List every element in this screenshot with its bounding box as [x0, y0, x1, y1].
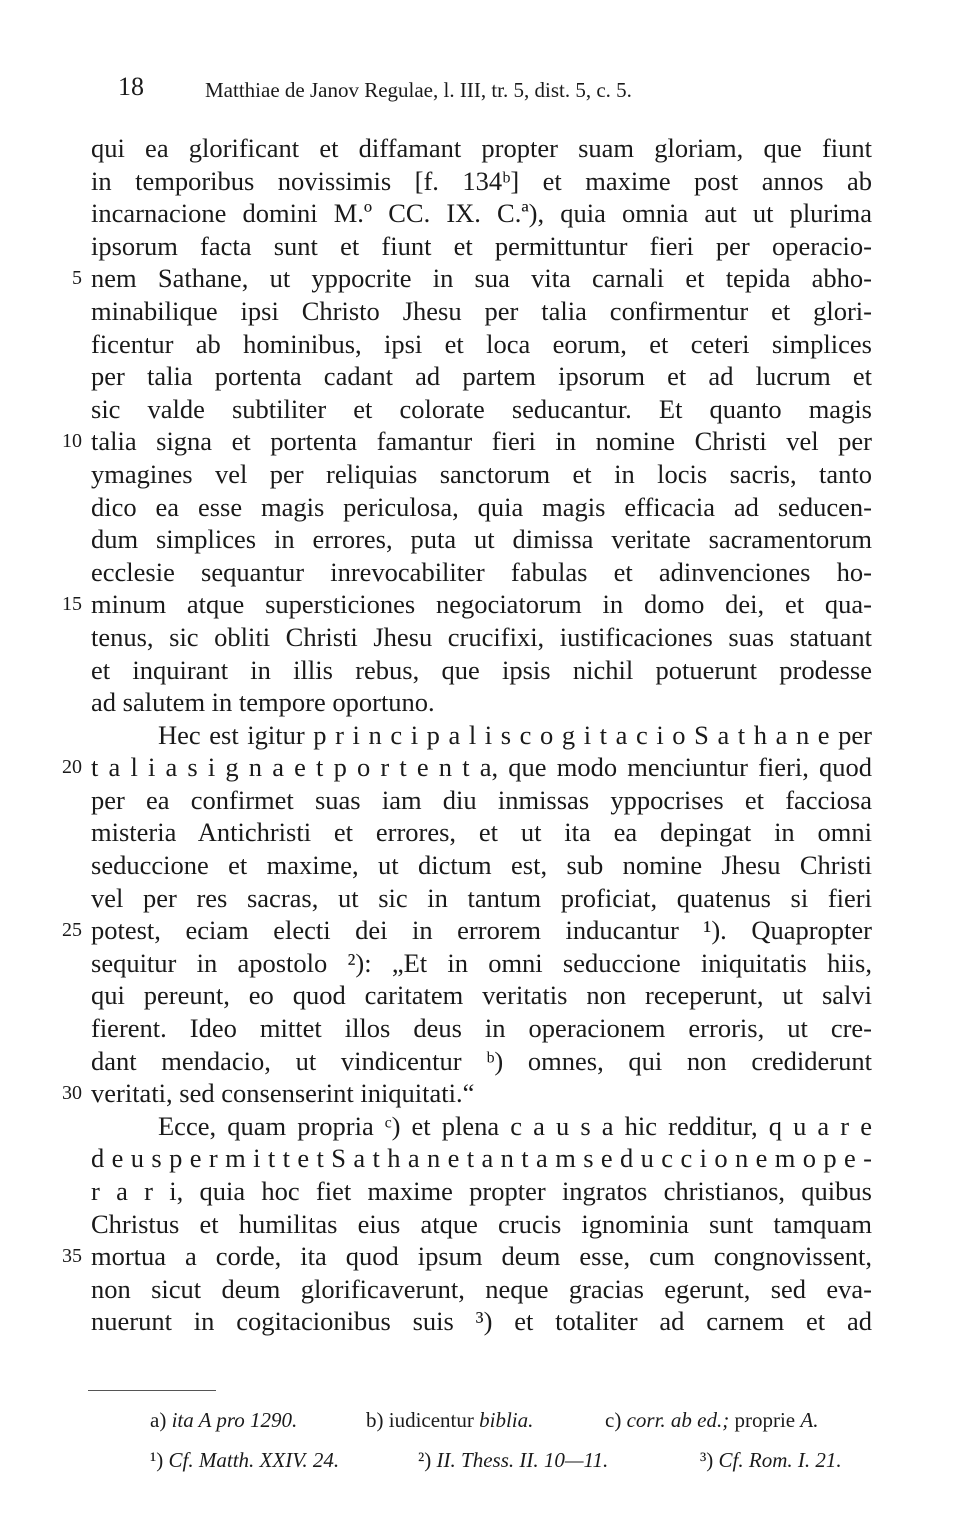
text-line: [0, 1142, 960, 1175]
text-line: [0, 230, 960, 263]
line-text: in temporibus novissimis [f. 134ᵇ] et maxime post annos ab: [91, 165, 872, 196]
line-text: incarnacione domini M.º CC. IX. C.ª), quia omnia aut ut plurima: [91, 198, 872, 229]
line-text: dant mendacio, ut vindicentur ᵇ) omnes, qui non crediderunt: [91, 1045, 872, 1076]
main-text: [0, 132, 960, 1338]
line-text: ipsorum facta sunt et fiunt et permittuntur fieri per operacio-: [91, 230, 872, 261]
text-line: [0, 1077, 960, 1110]
footnote-c: [605, 1400, 818, 1440]
line-text: sequitur in apostolo ²): „Et in omni seduccione iniquitatis hiis,: [91, 947, 872, 978]
footnote-text: Cf. Matth. XXIV. 24.: [168, 1448, 340, 1472]
line-text: r a r i, quia hoc fiet maxime propter ingratos christianos, quibus: [91, 1176, 872, 1206]
line-number: 25: [62, 919, 82, 942]
line-text: qui pereunt, eo quod caritatem veritatis non receperunt, ut salvi: [91, 980, 872, 1011]
footnote-2: [418, 1440, 608, 1480]
text-line: [0, 588, 960, 621]
text-line: [0, 849, 960, 882]
line-text: Hec est igitur p r i n c i p a l i s c o g i t a c i o S a t h a n e per: [158, 719, 872, 750]
footnotes: [0, 1400, 960, 1480]
text-line: [0, 979, 960, 1012]
line-text: potest, eciam electi dei in errorem inducantur ¹). Quapropter: [91, 915, 872, 946]
line-text: d e u s p e r m i t t e t S a t h a n e t a n t a m s e d u c c i o n e m o p e -: [91, 1143, 872, 1174]
text-line: [0, 360, 960, 393]
line-text: minum atque supersticiones negociatorum in domo dei, et qua-: [91, 589, 872, 620]
text-line: [0, 328, 960, 361]
line-text: qui ea glorificant et diffamant propter suam gloriam, que fiunt: [91, 133, 872, 163]
footnote-text: ita A pro 1290.: [171, 1408, 298, 1432]
running-title: Matthiae de Janov Regulae, l. III, tr. 5, dist. 5, c. 5.: [205, 78, 632, 102]
text-line: [0, 165, 960, 198]
line-text: dico ea esse magis periculosa, quia magis efficacia ad seducen-: [91, 491, 872, 522]
text-line: [0, 523, 960, 556]
page-number: 18: [118, 72, 144, 101]
text-line: [0, 947, 960, 980]
line-text: minabilique ipsi Christo Jhesu per talia confirmentur et glori-: [91, 295, 872, 326]
footnote-mark: b): [366, 1408, 384, 1432]
text-line: [0, 1175, 960, 1208]
text-line: [0, 425, 960, 458]
line-number: 15: [62, 593, 82, 616]
line-text: dum simplices in errores, puta ut dimissa veritate sacramentorum: [91, 524, 872, 555]
text-line: [0, 556, 960, 589]
footnote-mark: ²): [418, 1448, 432, 1472]
line-text: et inquirant in illis rebus, que ipsis nichil potuerunt prodesse: [91, 654, 872, 685]
line-text: sic valde subtiliter et colorate seducantur. Et quanto magis: [91, 393, 872, 424]
text-line: [0, 1305, 960, 1338]
line-number: 20: [62, 756, 82, 779]
footnote-text: Cf. Rom. I. 21.: [718, 1448, 842, 1472]
text-line: [0, 262, 960, 295]
line-text: veritati, sed consenserint iniquitati.“: [91, 1078, 475, 1109]
text-line: [0, 132, 960, 165]
line-text: ad salutem in tempore oportuno.: [91, 687, 435, 718]
line-text: per ea confirmet suas iam diu inmissas yppocrises et facciosa: [91, 784, 872, 815]
line-text: mortua a corde, ita quod ipsum deum esse, cum congnovissent,: [91, 1241, 872, 1272]
line-text: vel per res sacras, ut sic in tantum proficiat, quatenus si fieri: [91, 882, 872, 913]
text-line: [0, 816, 960, 849]
text-line: [0, 914, 960, 947]
footnote-text: iudicentur: [388, 1408, 474, 1432]
text-line: [0, 491, 960, 524]
footnote-text-end: A.: [800, 1408, 819, 1432]
footnote-1: [150, 1440, 339, 1480]
line-text: talia signa et portenta famantur fieri in nomine Christi vel per: [91, 426, 872, 457]
footnote-rule: [88, 1390, 216, 1391]
line-text: non sicut deum glorificaverunt, neque gracias egerunt, sed eva-: [91, 1273, 872, 1304]
line-text: nuerunt in cogitacionibus suis ³) et totaliter ad carnem et ad: [91, 1306, 872, 1337]
text-line: [0, 751, 960, 784]
line-text: seduccione et maxime, ut dictum est, sub nomine Jhesu Christi: [91, 850, 872, 881]
footnote-text: proprie: [734, 1408, 796, 1432]
line-text: tenus, sic obliti Christi Jhesu crucifixi, iustificaciones suas statuant: [91, 621, 872, 652]
line-text: t a l i a s i g n a e t p o r t e n t a, que modo menciuntur fieri, quod: [91, 752, 872, 783]
footnote-3: [700, 1440, 842, 1480]
text-line: [0, 1273, 960, 1306]
text-line: [0, 1012, 960, 1045]
text-line: [0, 1045, 960, 1078]
line-text: per talia portenta cadant ad partem ipsorum et ad lucrum et: [91, 361, 872, 392]
footnote-line-numbers: [0, 1440, 960, 1480]
line-text: misteria Antichristi et errores, et ut ita ea depingat in omni: [91, 817, 872, 848]
line-text: ecclesie sequantur inrevocabiliter fabulas et adinvenciones ho-: [91, 556, 872, 587]
footnote-line-letters: [0, 1400, 960, 1440]
text-line: [0, 882, 960, 915]
line-number: 5: [72, 267, 82, 290]
text-line: [0, 621, 960, 654]
footnote-a: [150, 1400, 297, 1440]
footnote-mark: c): [605, 1408, 622, 1432]
footnote-text-italic: corr. ab ed.;: [626, 1408, 730, 1432]
line-number: 10: [62, 430, 82, 453]
text-line: [0, 784, 960, 817]
line-text: ficentur ab hominibus, ipsi et loca eorum, et ceteri simplices: [91, 328, 872, 359]
footnote-mark: a): [150, 1408, 167, 1432]
text-line: [0, 719, 960, 752]
line-text: nem Sathane, ut yppocrite in sua vita carnali et tepida abho-: [91, 263, 872, 294]
text-line: [0, 686, 960, 719]
line-text: Ecce, quam propria ᶜ) et plena c a u s a hic redditur, q u a r e: [158, 1110, 872, 1141]
footnote-b: [366, 1400, 533, 1440]
line-text: fierent. Ideo mittet illos deus in operacionem erroris, ut cre-: [91, 1013, 872, 1044]
footnote-mark: ¹): [150, 1448, 164, 1472]
text-line: [0, 393, 960, 426]
text-line: [0, 295, 960, 328]
text-line: [0, 458, 960, 491]
text-line: [0, 1240, 960, 1273]
line-number: 30: [62, 1082, 82, 1105]
footnote-text: II. Thess. II. 10—11.: [436, 1448, 609, 1472]
text-line: [0, 1208, 960, 1241]
text-line: [0, 1110, 960, 1143]
footnote-text-italic: biblia.: [479, 1408, 534, 1432]
line-number: 35: [62, 1245, 82, 1268]
line-text: ymagines vel per reliquias sanctorum et in locis sacris, tanto: [91, 458, 872, 489]
text-line: [0, 197, 960, 230]
footnote-mark: ³): [700, 1448, 714, 1472]
line-text: Christus et humilitas eius atque crucis ignominia sunt tamquam: [91, 1208, 872, 1239]
text-line: [0, 654, 960, 687]
